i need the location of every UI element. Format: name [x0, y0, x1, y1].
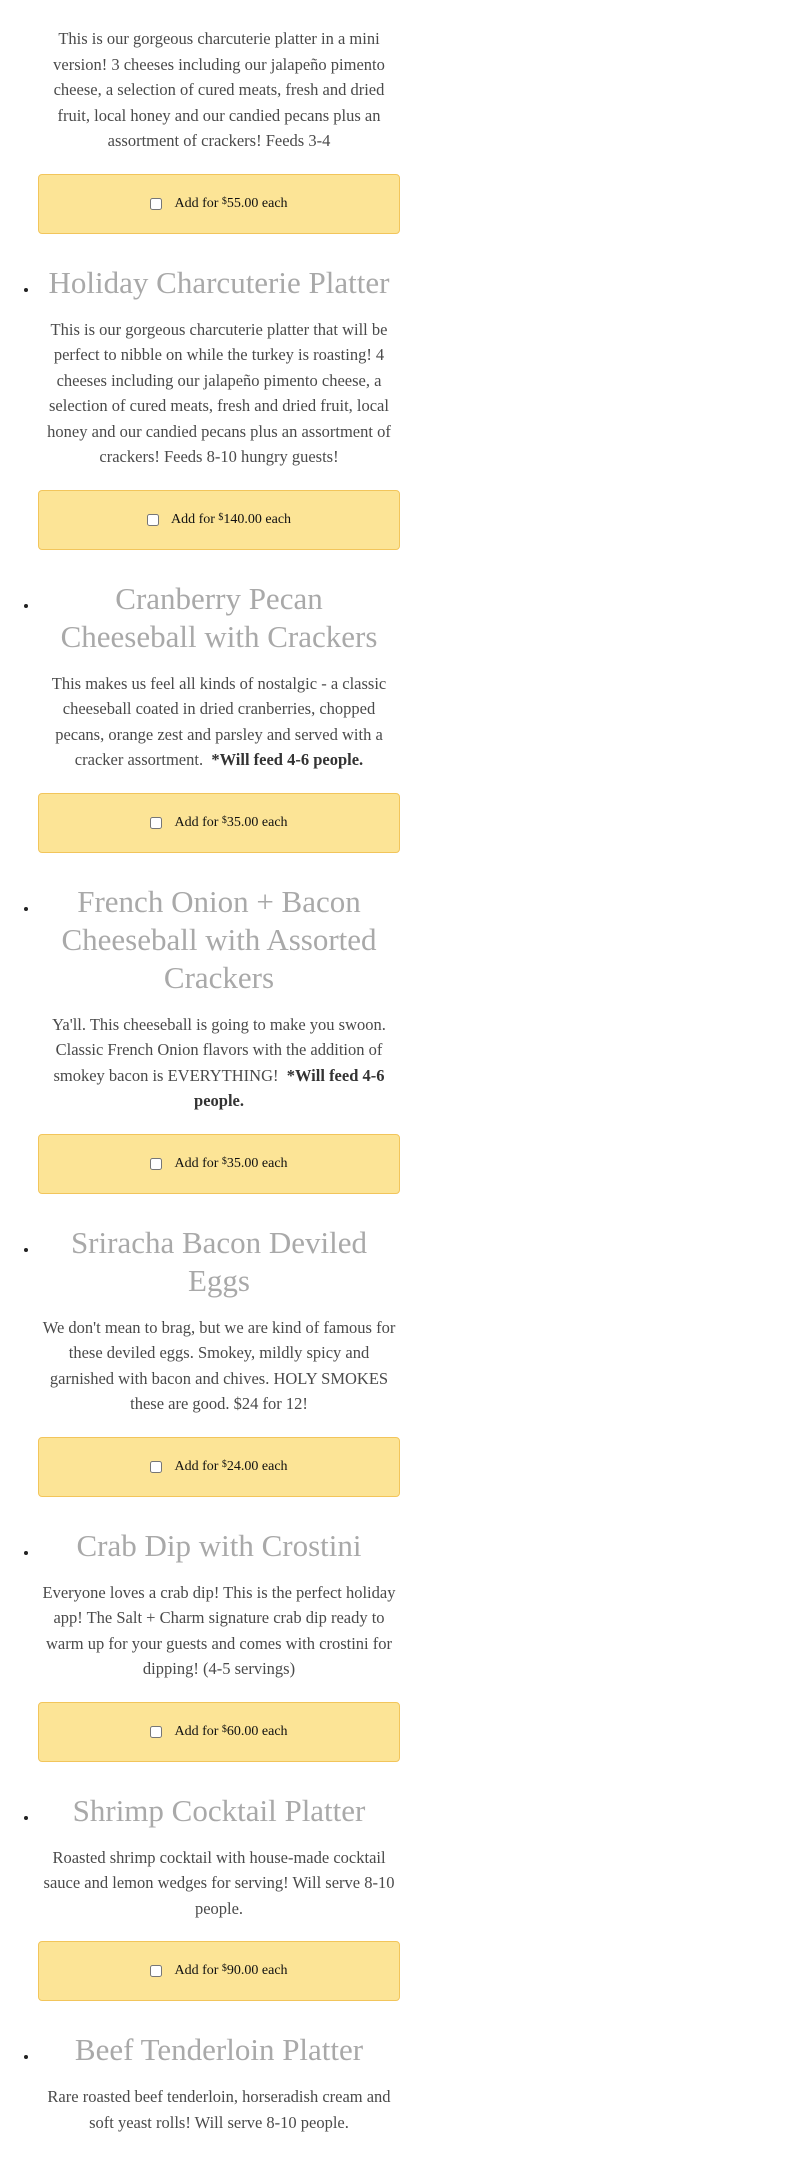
add-to-order-option[interactable] — [38, 1134, 400, 1194]
add-prefix: Add for — [174, 1723, 219, 1739]
item-title: • Sriracha Bacon Deviled Eggs — [70, 1224, 368, 1298]
add-price-label — [171, 512, 291, 528]
add-price-label — [174, 1724, 287, 1740]
currency-symbol: $ — [221, 1458, 227, 1470]
item-description-text: This is our gorgeous charcuterie platter in a mini version! 3 cheeses including our jalapeño pimento cheese, a selection of cured meats, fresh and dried fruit, local honey and our candied pecans plus an assortment of crackers! Feeds 3-4 — [53, 29, 385, 150]
item-description-text: This is our gorgeous charcuterie platter that will be perfect to nibble on while the turkey is roasting! 4 cheeses including our jalapeño pimento cheese, a selection of cured meats, fresh and dried fruit, local honey and our candied pecans plus an assortment of crackers! Feeds 8-10 hungry guests! — [47, 319, 391, 466]
add-to-order-option[interactable] — [38, 793, 400, 853]
add-suffix: each — [265, 511, 292, 527]
item-description — [38, 26, 400, 154]
item-price: 35.00 — [226, 1155, 259, 1171]
menu-item — [38, 1792, 400, 2032]
item-price: 60.00 — [226, 1723, 259, 1739]
item-description — [38, 317, 400, 470]
menu-item — [38, 1527, 400, 1792]
add-price-label — [174, 1459, 287, 1475]
add-to-order-option[interactable] — [38, 490, 400, 550]
add-suffix: each — [261, 1458, 288, 1474]
add-item-checkbox[interactable] — [150, 817, 162, 829]
item-price: 90.00 — [226, 1963, 259, 1978]
item-description — [38, 1012, 400, 1114]
item-description-text: Rare roasted beef tenderloin, horseradish cream and soft yeast rolls! Will serve 8-10 people. — [47, 2087, 391, 2132]
currency-symbol: $ — [221, 1155, 227, 1167]
item-price: 24.00 — [226, 1458, 259, 1474]
add-item-checkbox[interactable] — [150, 1461, 162, 1473]
currency-symbol: $ — [218, 511, 224, 523]
add-item-checkbox[interactable] — [150, 1158, 162, 1170]
add-item-checkbox[interactable] — [147, 514, 159, 526]
item-description — [38, 1845, 400, 1922]
menu-item-list — [0, 26, 400, 2135]
add-item-checkbox[interactable] — [150, 1965, 162, 1977]
item-description — [38, 2084, 400, 2135]
add-prefix: Add for — [174, 814, 219, 830]
add-prefix: Add for — [174, 1963, 219, 1978]
item-description-text: We don't mean to brag, but we are kind of famous for these deviled eggs. Smokey, mildly spicy and garnished with bacon and chives. HOLY SMOKES these are good. $24 for 12! — [42, 1317, 396, 1413]
menu-item — [38, 883, 400, 1224]
add-to-order-option[interactable] — [38, 174, 400, 234]
item-title: • Cranberry Pecan Cheeseball with Crackers — [60, 580, 378, 654]
item-spacer — [38, 1194, 400, 1224]
add-price-label — [174, 1156, 287, 1172]
item-spacer — [38, 1762, 400, 1792]
item-serving-note: *Will feed 4-6 people. — [194, 1065, 385, 1110]
add-prefix: Add for — [174, 1155, 219, 1171]
item-price: 140.00 — [223, 511, 262, 527]
item-title: • Beef Tenderloin Platter — [74, 2032, 364, 2067]
menu-item — [38, 1224, 400, 1527]
item-title: • French Onion + Bacon Cheeseball with Assorted Crackers — [61, 883, 377, 995]
menu-item — [38, 2031, 400, 2135]
item-spacer — [38, 853, 400, 883]
item-description-text: Everyone loves a crab dip! This is the perfect holiday app! The Salt + Charm signature crab dip ready to warm up for your guests and comes with crostini for dipping! (4-5 servings) — [42, 1582, 396, 1678]
currency-symbol: $ — [221, 195, 227, 207]
add-price-label — [174, 815, 287, 831]
item-description-text: This makes us feel all kinds of nostalgic - a classic cheeseball coated in dried cranberries, chopped pecans, orange zest and parsley and served with a cracker assortment. — [51, 673, 387, 769]
add-to-order-option[interactable] — [38, 1437, 400, 1497]
add-item-checkbox[interactable] — [150, 1726, 162, 1738]
menu-item — [38, 26, 400, 264]
item-serving-note: *Will feed 4-6 people. — [211, 750, 364, 769]
item-spacer — [38, 2001, 400, 2031]
item-spacer — [38, 1497, 400, 1527]
add-suffix: each — [261, 195, 288, 211]
item-price: 35.00 — [226, 814, 259, 830]
item-description — [38, 671, 400, 773]
currency-symbol: $ — [221, 814, 227, 826]
add-prefix: Add for — [174, 195, 219, 211]
currency-symbol: $ — [221, 1723, 227, 1735]
add-price-label — [174, 1963, 287, 1979]
add-suffix: each — [261, 814, 288, 830]
currency-symbol: $ — [221, 1963, 227, 1974]
item-title: • Holiday Charcuterie Platter — [48, 264, 390, 300]
item-description-text: Roasted shrimp cocktail with house-made cocktail sauce and lemon wedges for serving! Will serve 8-10 people. — [43, 1847, 395, 1918]
item-description — [38, 1580, 400, 1682]
add-prefix: Add for — [170, 511, 215, 527]
item-price: 55.00 — [226, 195, 259, 211]
add-to-order-option[interactable] — [38, 1941, 400, 2001]
item-description — [38, 1315, 400, 1417]
add-suffix: each — [261, 1155, 288, 1171]
add-prefix: Add for — [174, 1458, 219, 1474]
item-description-text: Ya'll. This cheeseball is going to make you swoon. Classic French Onion flavors with the addition of smokey bacon is EVERYTHING! — [52, 1014, 386, 1085]
menu-item — [38, 264, 400, 580]
add-suffix: each — [261, 1723, 288, 1739]
menu-item — [38, 580, 400, 883]
item-spacer — [38, 234, 400, 264]
item-title: • Shrimp Cocktail Platter — [72, 1792, 366, 1828]
add-suffix: each — [261, 1963, 288, 1978]
add-item-checkbox[interactable] — [150, 198, 162, 210]
add-to-order-option[interactable] — [38, 1702, 400, 1762]
item-spacer — [38, 550, 400, 580]
item-title: • Crab Dip with Crostini — [76, 1527, 362, 1563]
add-price-label — [174, 196, 287, 212]
